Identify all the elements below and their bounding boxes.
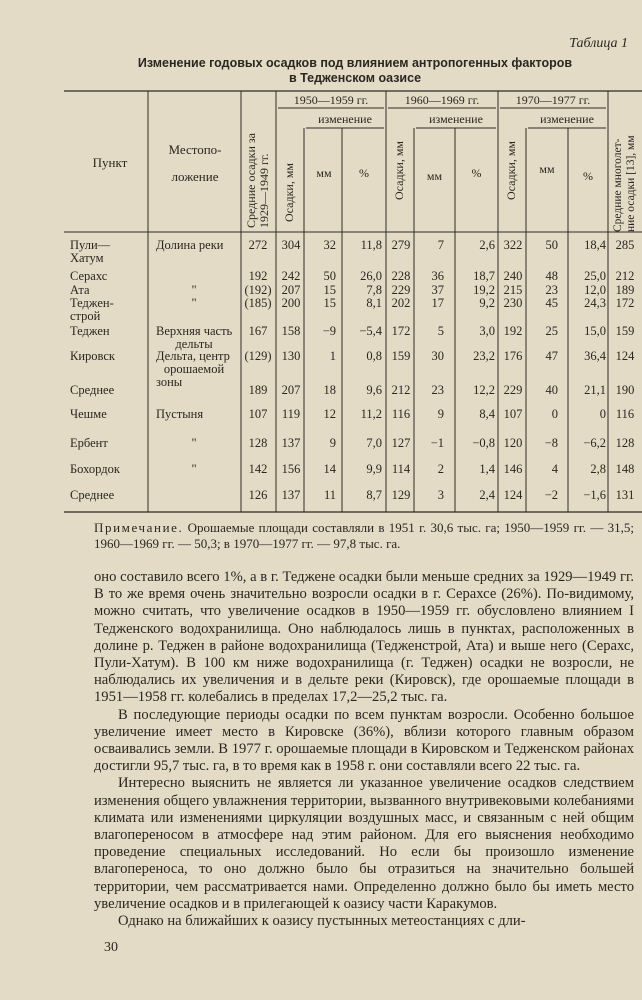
cell-p1: 11,2 xyxy=(360,407,382,421)
header-osadki-2: Осадки, мм xyxy=(392,140,406,200)
cell-o1: 200 xyxy=(281,296,301,310)
cell-lt: 212 xyxy=(615,269,635,283)
header-punkt: Пункт xyxy=(92,155,128,170)
cell-m2: 9 xyxy=(437,407,444,421)
cell-o2: 212 xyxy=(391,383,411,397)
cell-punkt: Серахс xyxy=(70,269,108,283)
cell-avg: 192 xyxy=(248,269,268,283)
header-mesto xyxy=(160,143,230,183)
cell-m2: 3 xyxy=(437,488,444,502)
header-period-3: 1970—1977 гг. xyxy=(515,93,591,107)
cell-punkt: Ербент xyxy=(70,436,108,450)
cell-p1: 11,8 xyxy=(360,238,382,252)
body-text xyxy=(94,569,634,930)
cell-mesto: Пустыня xyxy=(156,407,204,421)
cell-o3: 240 xyxy=(503,269,523,283)
cell-m3: 48 xyxy=(545,269,558,283)
table-number: Таблица 1 xyxy=(569,36,628,51)
cell-m2: 36 xyxy=(431,269,444,283)
cell-m3: 50 xyxy=(545,238,558,252)
cell-m2: 2 xyxy=(437,462,444,476)
header-mm-2: мм xyxy=(426,169,443,183)
cell-p2: 1,4 xyxy=(479,462,495,476)
cell-p3: 36,4 xyxy=(584,349,606,363)
cell-o2: 116 xyxy=(391,407,411,421)
paragraph: Однако на ближайших к оазису пустынных метеостанциях с дли- xyxy=(118,913,526,930)
cell-mesto: дельты xyxy=(175,337,213,351)
cell-o3: 192 xyxy=(503,324,523,338)
header-avg xyxy=(245,133,271,228)
header-period-1: 1950—1959 гг. xyxy=(293,93,369,107)
cell-p1: 26,0 xyxy=(360,269,382,283)
cell-m2: 5 xyxy=(437,324,444,338)
header-mm-3: мм xyxy=(539,162,555,176)
header-change-3: изменение xyxy=(540,112,594,126)
cell-avg: (185) xyxy=(244,296,272,310)
cell-p1: 9,9 xyxy=(366,462,382,476)
cell-m2: −1 xyxy=(430,436,444,450)
cell-avg: 142 xyxy=(248,462,268,476)
cell-o2: 229 xyxy=(391,283,411,297)
cell-punkt: Среднее xyxy=(70,383,115,397)
cell-p3: 2,8 xyxy=(590,462,606,476)
cell-o3: 124 xyxy=(503,488,523,502)
table-title-line-2: в Тедженском оазисе xyxy=(288,71,422,85)
cell-mesto: " xyxy=(191,296,197,310)
cell-avg: (129) xyxy=(244,349,272,363)
cell-lt: 159 xyxy=(615,324,635,338)
cell-lt: 285 xyxy=(615,238,635,252)
cell-p2: 2,4 xyxy=(479,488,495,502)
cell-mesto: орошаемой xyxy=(163,362,225,376)
header-pct-2: % xyxy=(471,166,482,180)
cell-p2: 12,2 xyxy=(473,383,495,397)
cell-o3: 215 xyxy=(503,283,523,297)
cell-o1: 119 xyxy=(281,407,301,421)
header-longterm xyxy=(612,135,638,232)
cell-m2: 37 xyxy=(431,283,444,297)
cell-o1: 137 xyxy=(281,488,301,502)
cell-avg: 189 xyxy=(248,383,268,397)
cell-o2: 129 xyxy=(391,488,411,502)
cell-p2: 2,6 xyxy=(479,238,495,252)
cell-o2: 114 xyxy=(391,462,411,476)
cell-o1: 242 xyxy=(281,269,301,283)
header-avg-line-1: Средние осадки за xyxy=(244,133,258,228)
cell-m1: 12 xyxy=(323,407,336,421)
header-pct-1: % xyxy=(359,166,369,180)
cell-mesto: " xyxy=(191,436,197,450)
cell-p1: 8,7 xyxy=(366,488,382,502)
cell-lt: 131 xyxy=(615,488,635,502)
cell-o1: 130 xyxy=(281,349,301,363)
cell-p2: 9,2 xyxy=(479,296,495,310)
cell-p2: 23,2 xyxy=(473,349,495,363)
header-change-1: изменение xyxy=(318,112,372,126)
page-number: 30 xyxy=(104,940,118,955)
cell-punkt: Среднее xyxy=(70,488,115,502)
cell-mesto: Долина реки xyxy=(156,238,224,252)
cell-p3: 25,0 xyxy=(584,269,606,283)
cell-p2: 8,4 xyxy=(479,407,495,421)
cell-avg: 128 xyxy=(248,436,268,450)
cell-p2: 18,7 xyxy=(473,269,495,283)
cell-punkt: Бохордок xyxy=(70,462,120,476)
cell-mesto: зоны xyxy=(156,375,183,389)
cell-m3: 45 xyxy=(545,296,558,310)
cell-p3: 0 xyxy=(599,407,606,421)
cell-m3: −2 xyxy=(544,488,558,502)
cell-m1: 15 xyxy=(323,296,336,310)
paragraph: оно составило всего 1%, а в г. Теджене осадки были меньше средних за 1929—1949 гг. В то же время очень значительно возросли осадки в г. Серахсе (26%). По-видимому, можно считать, что увеличение осадков в 1950—1959 гг. обусловлено влиянием I Тедженского водохранилища. Оно наблюдалось лишь в пунктах, расположенных в долине р. Теджен в районе водохранилища (Тедженстрой, Ата) и выше него (Серахс, Пули-Хатум). В 100 км ниже водохранилища (г. Теджен) осадки не возросли, не наблюдались их увеличения и в дельте реки (Кировск), где орошаемые площади в 1951—1958 гг. колебались в пределах 17,2—25,2 тыс. га. xyxy=(94,569,634,706)
cell-m3: 47 xyxy=(545,349,558,363)
cell-p1: 0,8 xyxy=(366,349,382,363)
cell-o1: 207 xyxy=(281,283,301,297)
cell-punkt: Теджен xyxy=(70,324,110,338)
cell-p3: −1,6 xyxy=(583,488,606,502)
cell-o1: 158 xyxy=(281,324,301,338)
cell-o1: 137 xyxy=(281,436,301,450)
table-title-line-1: Изменение годовых осадков под влиянием антропогенных факторов xyxy=(137,56,573,70)
cell-m1: 50 xyxy=(323,269,336,283)
cell-m1: 14 xyxy=(323,462,336,476)
header-mesto-line-1: Местопо- xyxy=(168,142,222,157)
cell-p2: 3,0 xyxy=(479,324,495,338)
header-change-2: изменение xyxy=(429,112,483,126)
header-mm-1: мм xyxy=(316,166,332,180)
cell-o3: 107 xyxy=(503,407,523,421)
cell-m2: 7 xyxy=(437,238,444,252)
header-pct-3: % xyxy=(583,169,593,183)
paragraph: В последующие периоды осадки по всем пунктам возросли. Особенно большое увеличение имеет место в Кировске (36%), вблизи которого главным образом осваивались земли. В 1977 г. орошаемые площади в Кировском и Тедженском районах достигли 95,7 тыс. га, в то время как в 1958 г. они составляли всего 22 тыс. га. xyxy=(94,706,634,775)
cell-o2: 279 xyxy=(391,238,411,252)
cell-p3: 24,3 xyxy=(584,296,606,310)
cell-punkt: Теджен- xyxy=(70,296,114,310)
table-note xyxy=(94,520,634,551)
cell-lt: 124 xyxy=(615,349,635,363)
note-label: Примечание. xyxy=(94,520,184,535)
cell-p3: 12,0 xyxy=(584,283,606,297)
cell-punkt: Хатум xyxy=(70,251,104,265)
cell-p3: −6,2 xyxy=(583,436,606,450)
header-avg-line-2: 1929—1949 гг. xyxy=(257,153,271,228)
cell-o1: 304 xyxy=(281,238,301,252)
cell-punkt: Ата xyxy=(70,283,90,297)
header-mesto-line-2: ложение xyxy=(171,169,219,184)
cell-o3: 230 xyxy=(503,296,523,310)
paragraph: Интересно выяснить не является ли указанное увеличение осадков следствием изменения общего увлажнения территории, вызванного внутривековыми колебаниями климата или изменениями циркуляции воздушных масс, и связанным с ней общим влагопереносом в атмосфере над этим районом. Для его выяснения необходимо проведение специальных исследований. Но если бы произошло изменение влагопереноса, то оно должно было бы отразиться на значительно большей территории, чем рассматривается нами. Определенно должно было бы иметь место увеличение осадков и в прилегающей к оазису части Каракумов. xyxy=(94,775,634,912)
cell-o3: 120 xyxy=(503,436,523,450)
header-longterm-line-1: Средние многолет- xyxy=(612,138,624,232)
cell-o1: 156 xyxy=(281,462,301,476)
cell-o2: 202 xyxy=(391,296,411,310)
cell-o3: 322 xyxy=(503,238,523,252)
cell-lt: 148 xyxy=(615,462,635,476)
cell-m2: 23 xyxy=(431,383,444,397)
cell-p1: 9,6 xyxy=(366,383,382,397)
cell-m3: 25 xyxy=(545,324,558,338)
cell-m1: 11 xyxy=(323,488,336,502)
cell-punkt: Пули— xyxy=(70,238,111,252)
cell-p1: 7,0 xyxy=(366,436,382,450)
header-osadki-1: Осадки, мм xyxy=(282,162,296,222)
cell-punkt: Кировск xyxy=(70,349,115,363)
cell-m1: 9 xyxy=(329,436,336,450)
note-text: Орошаемые площади составляли в 1951 г. 30,6 тыс. га; 1950—1959 гг. — 31,5; 1960—1969 гг. — 50,3; в 1970—1977 гг. — 97,8 тыс. га. xyxy=(94,520,634,551)
cell-m3: 23 xyxy=(545,283,558,297)
cell-m1: 32 xyxy=(323,238,336,252)
cell-m2: 17 xyxy=(431,296,444,310)
cell-lt: 189 xyxy=(615,283,635,297)
header-period-2: 1960—1969 гг. xyxy=(404,93,480,107)
cell-lt: 116 xyxy=(615,407,635,421)
cell-o2: 159 xyxy=(391,349,411,363)
header-longterm-line-2: ние осадки [13], мм xyxy=(625,135,637,232)
cell-o2: 228 xyxy=(391,269,411,283)
cell-p2: 19,2 xyxy=(473,283,495,297)
cell-avg: (192) xyxy=(244,283,272,297)
cell-mesto: Верхняя часть xyxy=(156,324,233,338)
cell-avg: 107 xyxy=(248,407,268,421)
cell-o3: 176 xyxy=(503,349,523,363)
cell-p1: 7,8 xyxy=(366,283,382,297)
cell-lt: 172 xyxy=(615,296,635,310)
cell-m1: 18 xyxy=(323,383,336,397)
cell-p1: −5,4 xyxy=(359,324,382,338)
cell-m1: −9 xyxy=(322,324,336,338)
cell-m1: 15 xyxy=(323,283,336,297)
cell-avg: 126 xyxy=(248,488,268,502)
cell-mesto: Дельта, центр xyxy=(156,349,230,363)
cell-p3: 18,4 xyxy=(584,238,606,252)
cell-p3: 15,0 xyxy=(584,324,606,338)
cell-o3: 229 xyxy=(503,383,523,397)
cell-m3: −8 xyxy=(544,436,558,450)
cell-o2: 127 xyxy=(391,436,411,450)
cell-lt: 190 xyxy=(615,383,635,397)
cell-p3: 21,1 xyxy=(584,383,606,397)
cell-punkt: Чешме xyxy=(70,407,107,421)
cell-punkt: строй xyxy=(70,309,101,323)
cell-m2: 30 xyxy=(431,349,444,363)
cell-m3: 4 xyxy=(551,462,558,476)
cell-avg: 167 xyxy=(248,324,268,338)
cell-m3: 0 xyxy=(551,407,558,421)
cell-lt: 128 xyxy=(615,436,635,450)
cell-mesto: " xyxy=(191,283,197,297)
cell-p2: −0,8 xyxy=(472,436,495,450)
cell-m1: 1 xyxy=(329,349,336,363)
cell-o1: 207 xyxy=(281,383,301,397)
cell-p1: 8,1 xyxy=(366,296,382,310)
cell-avg: 272 xyxy=(248,238,268,252)
header-osadki-3: Осадки, мм xyxy=(504,140,518,200)
cell-o3: 146 xyxy=(503,462,523,476)
cell-mesto: " xyxy=(191,462,197,476)
cell-o2: 172 xyxy=(391,324,411,338)
cell-m3: 40 xyxy=(545,383,558,397)
